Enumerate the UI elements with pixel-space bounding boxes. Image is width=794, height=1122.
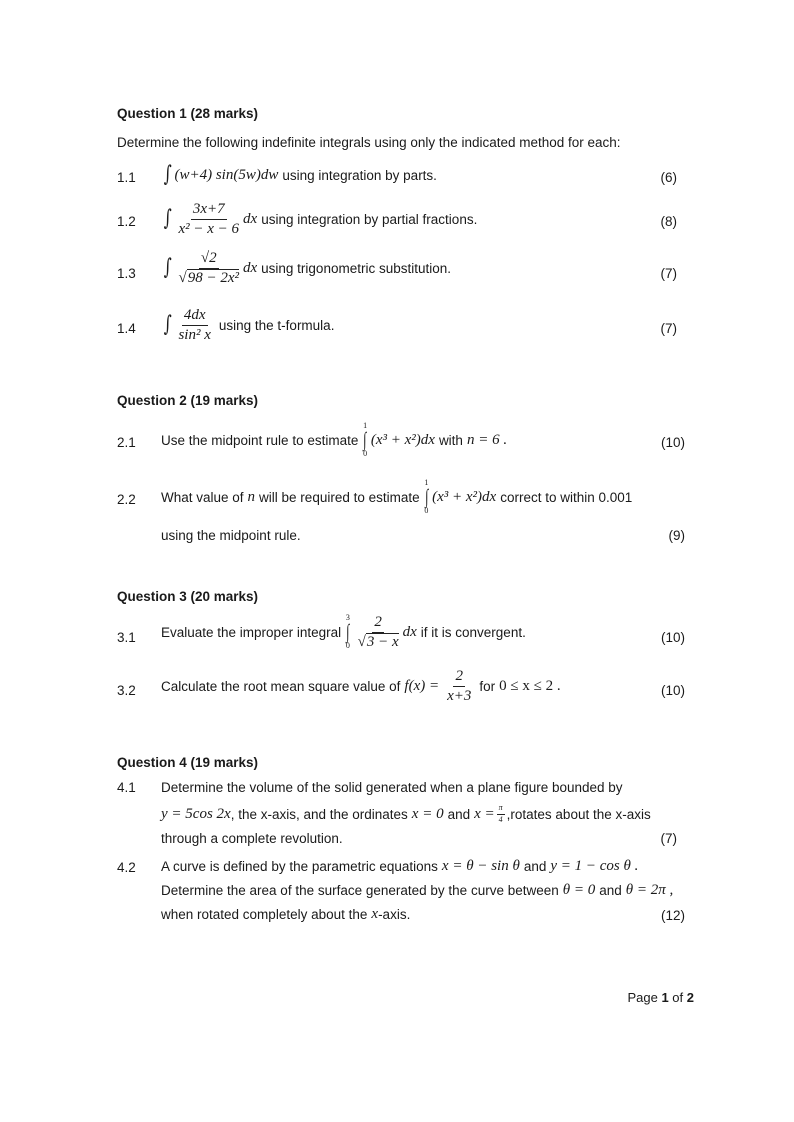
denominator: x+3 bbox=[447, 687, 472, 704]
q3-2-content bbox=[161, 668, 561, 704]
numerator: 4dx bbox=[182, 307, 208, 326]
integral-sign: ∫ bbox=[346, 621, 350, 643]
method-text: using trigonometric substitution. bbox=[261, 260, 451, 276]
question-text: correct to within 0.001 bbox=[500, 489, 633, 505]
integral-sign: ∫ bbox=[163, 162, 172, 187]
current-page: 1 bbox=[661, 990, 669, 1005]
denominator: 98 − 2x² bbox=[187, 269, 239, 286]
q4-2-line2 bbox=[161, 882, 677, 899]
question-text: and bbox=[523, 859, 547, 874]
math-var: x bbox=[371, 906, 379, 922]
question-text: A curve is defined by the parametric equations bbox=[161, 859, 438, 874]
math-expr: f(x) = bbox=[404, 677, 440, 694]
item-number: 3.1 bbox=[117, 630, 136, 645]
math-var: n bbox=[247, 488, 256, 505]
math-expr: (w+4) sin(5w)dw bbox=[174, 166, 279, 183]
marks: (7) bbox=[660, 831, 677, 846]
q2-1-content bbox=[161, 422, 507, 458]
math-expr: 0 ≤ x ≤ 2 . bbox=[499, 677, 561, 694]
marks: (10) bbox=[660, 435, 685, 450]
question-text: will be required to estimate bbox=[259, 489, 420, 505]
marks: (7) bbox=[660, 321, 677, 336]
integral-sign: ∫ bbox=[424, 486, 429, 508]
marks: (8) bbox=[660, 214, 677, 229]
math-expr: x = 0 bbox=[411, 805, 444, 822]
numerator: 3x+7 bbox=[191, 201, 227, 220]
item-number: 1.3 bbox=[117, 266, 136, 281]
upper-limit: 3 bbox=[345, 613, 350, 622]
item-number: 4.1 bbox=[117, 780, 136, 795]
integral-sign: ∫ bbox=[163, 206, 172, 231]
item-number: 2.2 bbox=[117, 492, 136, 507]
question-text: Determine the volume of the solid generated when a plane figure bounded by bbox=[161, 780, 623, 795]
integral-sign: ∫ bbox=[163, 255, 172, 280]
q3-heading: Question 3 (20 marks) bbox=[117, 589, 259, 604]
q4-heading: Question 4 (19 marks) bbox=[117, 755, 259, 770]
of-label: of bbox=[672, 990, 684, 1005]
q1-heading: Question 1 (28 marks) bbox=[117, 106, 259, 121]
marks: (10) bbox=[660, 683, 685, 698]
q2-heading: Question 2 (19 marks) bbox=[117, 393, 259, 408]
question-text: through a complete revolution. bbox=[161, 831, 343, 846]
math-expr: n = 6 . bbox=[466, 431, 508, 448]
math-expr: (x³ + x²)dx bbox=[370, 431, 435, 448]
marks: (9) bbox=[668, 528, 685, 543]
lower-limit: 0 bbox=[424, 506, 429, 515]
method-text: using integration by partial fractions. bbox=[261, 211, 478, 227]
math-expr: x = θ − sin θ bbox=[441, 858, 520, 874]
q1-intro: Determine the following indefinite integrals using only the indicated method for each: bbox=[117, 135, 621, 150]
marks: (12) bbox=[660, 908, 685, 923]
question-text: for bbox=[479, 678, 496, 694]
lower-limit: 0 bbox=[345, 641, 350, 650]
denominator: sin² x bbox=[178, 326, 211, 343]
lower-limit: 0 bbox=[363, 449, 368, 458]
q4-2-line1 bbox=[161, 858, 642, 875]
q1-2-content bbox=[162, 201, 481, 237]
question-text: if it is convergent. bbox=[420, 624, 526, 640]
page-label: Page bbox=[627, 990, 658, 1005]
question-text: Calculate the root mean square value of bbox=[161, 678, 401, 694]
question-text: Determine the area of the surface generated by the curve between bbox=[161, 883, 559, 898]
math-expr: θ = 0 bbox=[562, 882, 596, 898]
item-number: 4.2 bbox=[117, 860, 136, 875]
q4-2-line3 bbox=[161, 906, 410, 923]
question-text: using the midpoint rule. bbox=[161, 528, 301, 543]
upper-limit: 1 bbox=[424, 478, 429, 487]
dx: dx bbox=[242, 259, 258, 276]
question-text: , the x-axis, and the ordinates bbox=[230, 806, 408, 822]
question-text: and bbox=[447, 806, 471, 822]
item-number: 1.4 bbox=[117, 321, 136, 336]
method-text: using integration by parts. bbox=[282, 167, 437, 183]
q1-4-content bbox=[162, 307, 338, 343]
denominator: x² − x − 6 bbox=[178, 220, 240, 237]
denominator: 3 − x bbox=[366, 633, 399, 650]
q4-1-line2 bbox=[161, 804, 651, 825]
page-number bbox=[627, 990, 694, 1005]
question-text: with bbox=[438, 432, 463, 448]
upper-limit: 1 bbox=[363, 421, 368, 430]
method-text: using the t-formula. bbox=[218, 317, 335, 333]
question-text: What value of bbox=[161, 489, 244, 505]
numerator: √2 bbox=[199, 250, 219, 269]
math-expr: y = 5cos 2x bbox=[161, 805, 231, 822]
item-number: 3.2 bbox=[117, 683, 136, 698]
integral-sign: ∫ bbox=[363, 429, 367, 451]
total-pages: 2 bbox=[686, 990, 694, 1005]
q1-3-content: ∫ $\frac{√2}{\text{√98 − 2x²}}$ dx using trigonometric substitution. bbox=[163, 250, 451, 286]
marks: (6) bbox=[660, 170, 677, 185]
question-text: ,rotates about the x-axis bbox=[506, 806, 651, 822]
integral-sign: ∫ bbox=[163, 312, 172, 337]
question-text: Use the midpoint rule to estimate bbox=[161, 432, 359, 448]
question-text: -axis. bbox=[378, 907, 411, 922]
q1-1-content bbox=[162, 164, 441, 186]
math-expr: x = bbox=[474, 805, 495, 822]
question-text: and bbox=[599, 883, 622, 898]
q2-2-content bbox=[161, 479, 636, 515]
numerator: 2 bbox=[372, 614, 384, 633]
marks: (7) bbox=[660, 266, 677, 281]
q3-1-content: Evaluate the improper integral 3 ∫ 0 $\frac{2}{√3 - x}$ dx if it is convergent. bbox=[161, 613, 526, 650]
question-text: Evaluate the improper integral bbox=[161, 624, 342, 640]
marks: (10) bbox=[660, 630, 685, 645]
item-number: 2.1 bbox=[117, 435, 136, 450]
math-expr: (x³ + x²)dx bbox=[432, 488, 497, 505]
dx: dx bbox=[402, 623, 417, 640]
math-expr: θ = 2π , bbox=[625, 882, 674, 898]
item-number: 1.1 bbox=[117, 170, 136, 185]
numerator: π bbox=[497, 804, 505, 815]
item-number: 1.2 bbox=[117, 214, 136, 229]
denominator: 4 bbox=[498, 814, 503, 824]
numerator: 2 bbox=[453, 668, 465, 687]
math-expr: y = 1 − cos θ . bbox=[550, 858, 639, 874]
question-text: when rotated completely about the bbox=[161, 907, 368, 922]
dx: dx bbox=[243, 210, 258, 227]
